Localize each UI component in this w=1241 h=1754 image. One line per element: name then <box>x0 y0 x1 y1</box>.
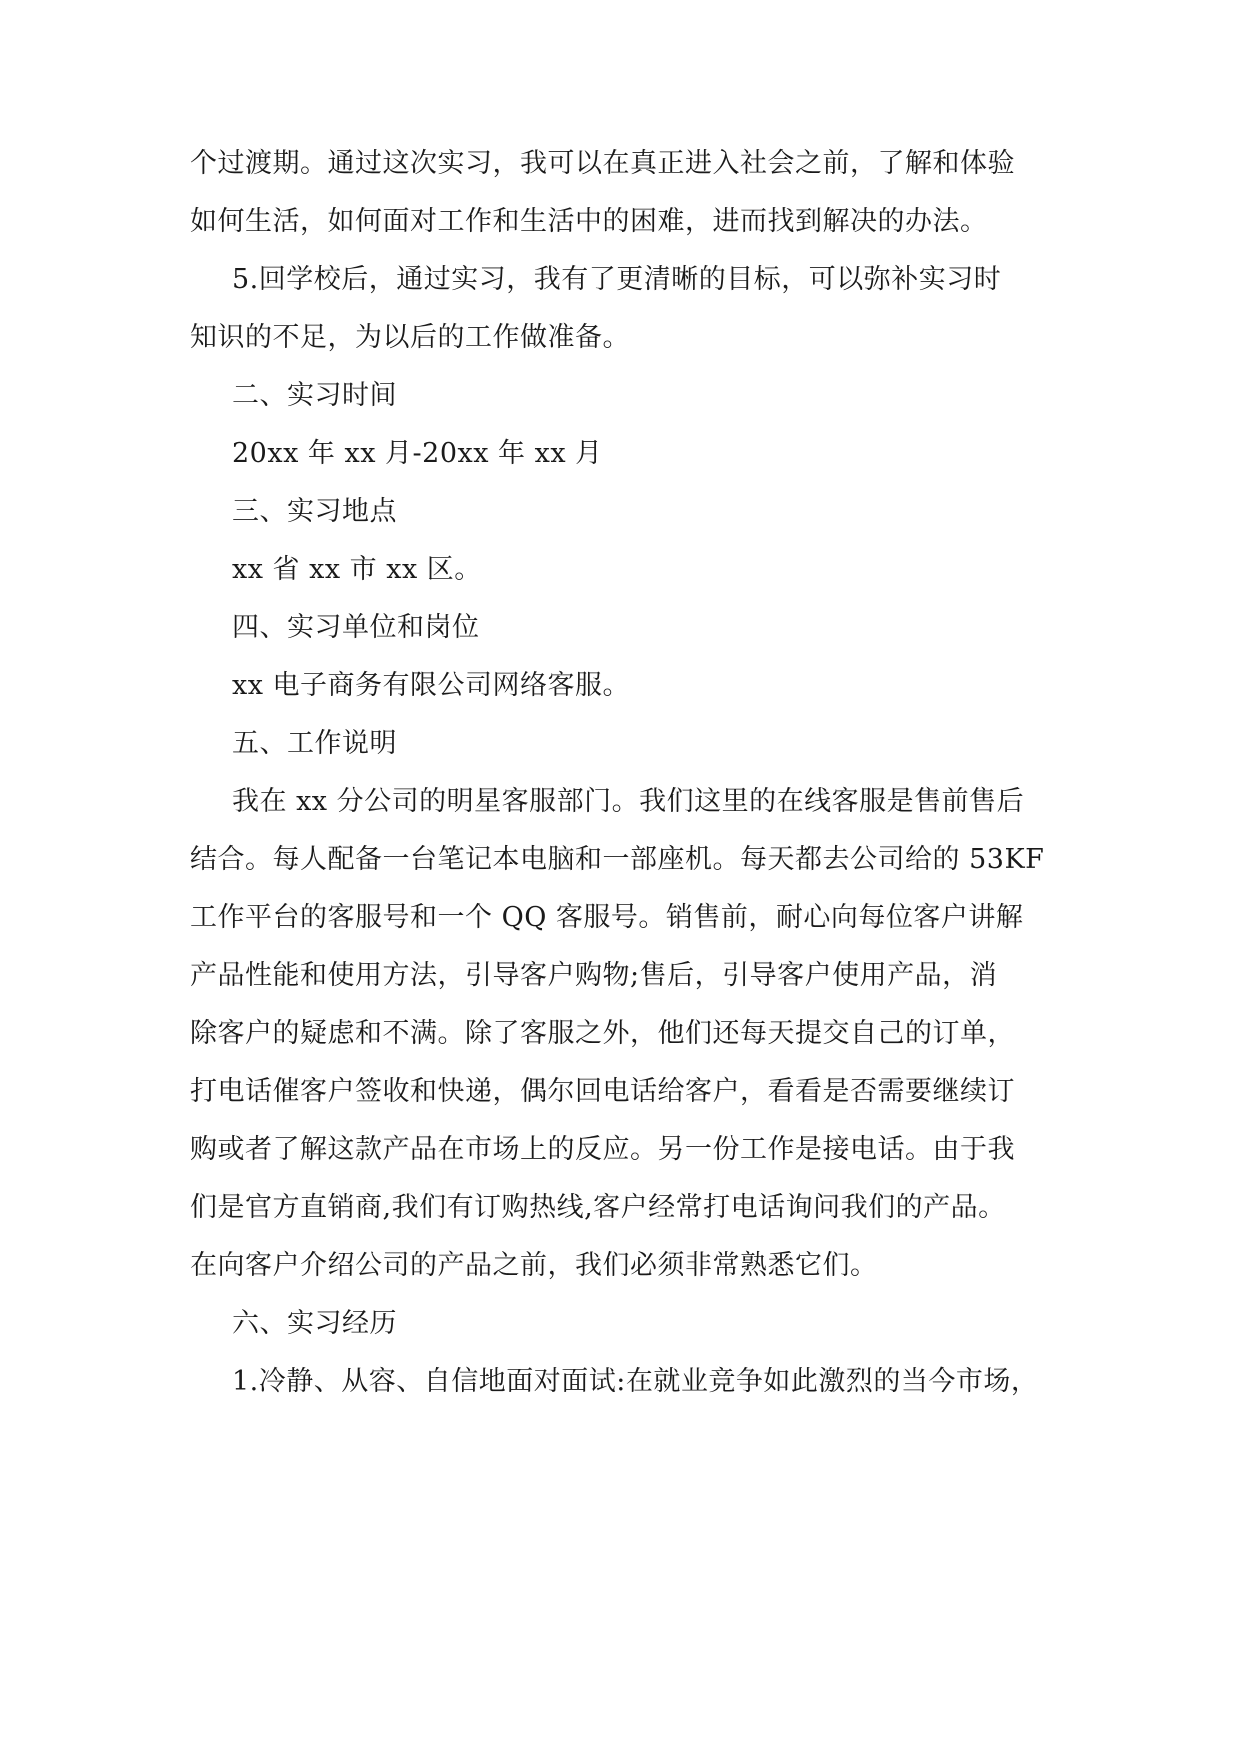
list-item-1: 1.冷静、从容、自信地面对面试:在就业竞争如此激烈的当今市场， <box>232 1366 1039 1397</box>
text-line: 打电话催客户签收和快递，偶尔回电话给客户，看看是否需要继续订 <box>190 1076 1015 1107</box>
text-line: 们是官方直销商,我们有订购热线,客户经常打电话询问我们的产品。 <box>190 1192 1006 1223</box>
section-heading-6: 六、实习经历 <box>232 1308 397 1339</box>
internship-location: xx 省 xx 市 xx 区。 <box>232 554 482 585</box>
text-line: 除客户的疑虑和不满。除了客服之外，他们还每天提交自己的订单， <box>190 1018 1015 1049</box>
list-item-5: 5.回学校后，通过实习，我有了更清晰的目标，可以弥补实习时 <box>232 264 1002 295</box>
text-line: 产品性能和使用方法，引导客户购物;售后，引导客户使用产品，消 <box>190 960 998 991</box>
text-line: 工作平台的客服号和一个 QQ 客服号。销售前，耐心向每位客户讲解 <box>190 902 1024 933</box>
section-heading-2: 二、实习时间 <box>232 380 397 411</box>
text-line: 购或者了解这款产品在市场上的反应。另一份工作是接电话。由于我 <box>190 1134 1015 1165</box>
section-heading-3: 三、实习地点 <box>232 496 397 527</box>
text-line: 我在 xx 分公司的明星客服部门。我们这里的在线客服是售前售后 <box>232 786 1025 817</box>
text-line: 个过渡期。通过这次实习，我可以在真正进入社会之前，了解和体验 <box>190 148 1015 179</box>
section-heading-4: 四、实习单位和岗位 <box>232 612 480 643</box>
text-line: 在向客户介绍公司的产品之前，我们必须非常熟悉它们。 <box>190 1250 878 1281</box>
internship-company: xx 电子商务有限公司网络客服。 <box>232 670 631 701</box>
text-line: 知识的不足，为以后的工作做准备。 <box>190 322 630 353</box>
text-line: 如何生活，如何面对工作和生活中的困难，进而找到解决的办法。 <box>190 206 988 237</box>
section-heading-5: 五、工作说明 <box>232 728 397 759</box>
text-line: 结合。每人配备一台笔记本电脑和一部座机。每天都去公司给的 53KF <box>190 844 1045 875</box>
internship-period: 20xx 年 xx 月-20xx 年 xx 月 <box>232 438 603 469</box>
